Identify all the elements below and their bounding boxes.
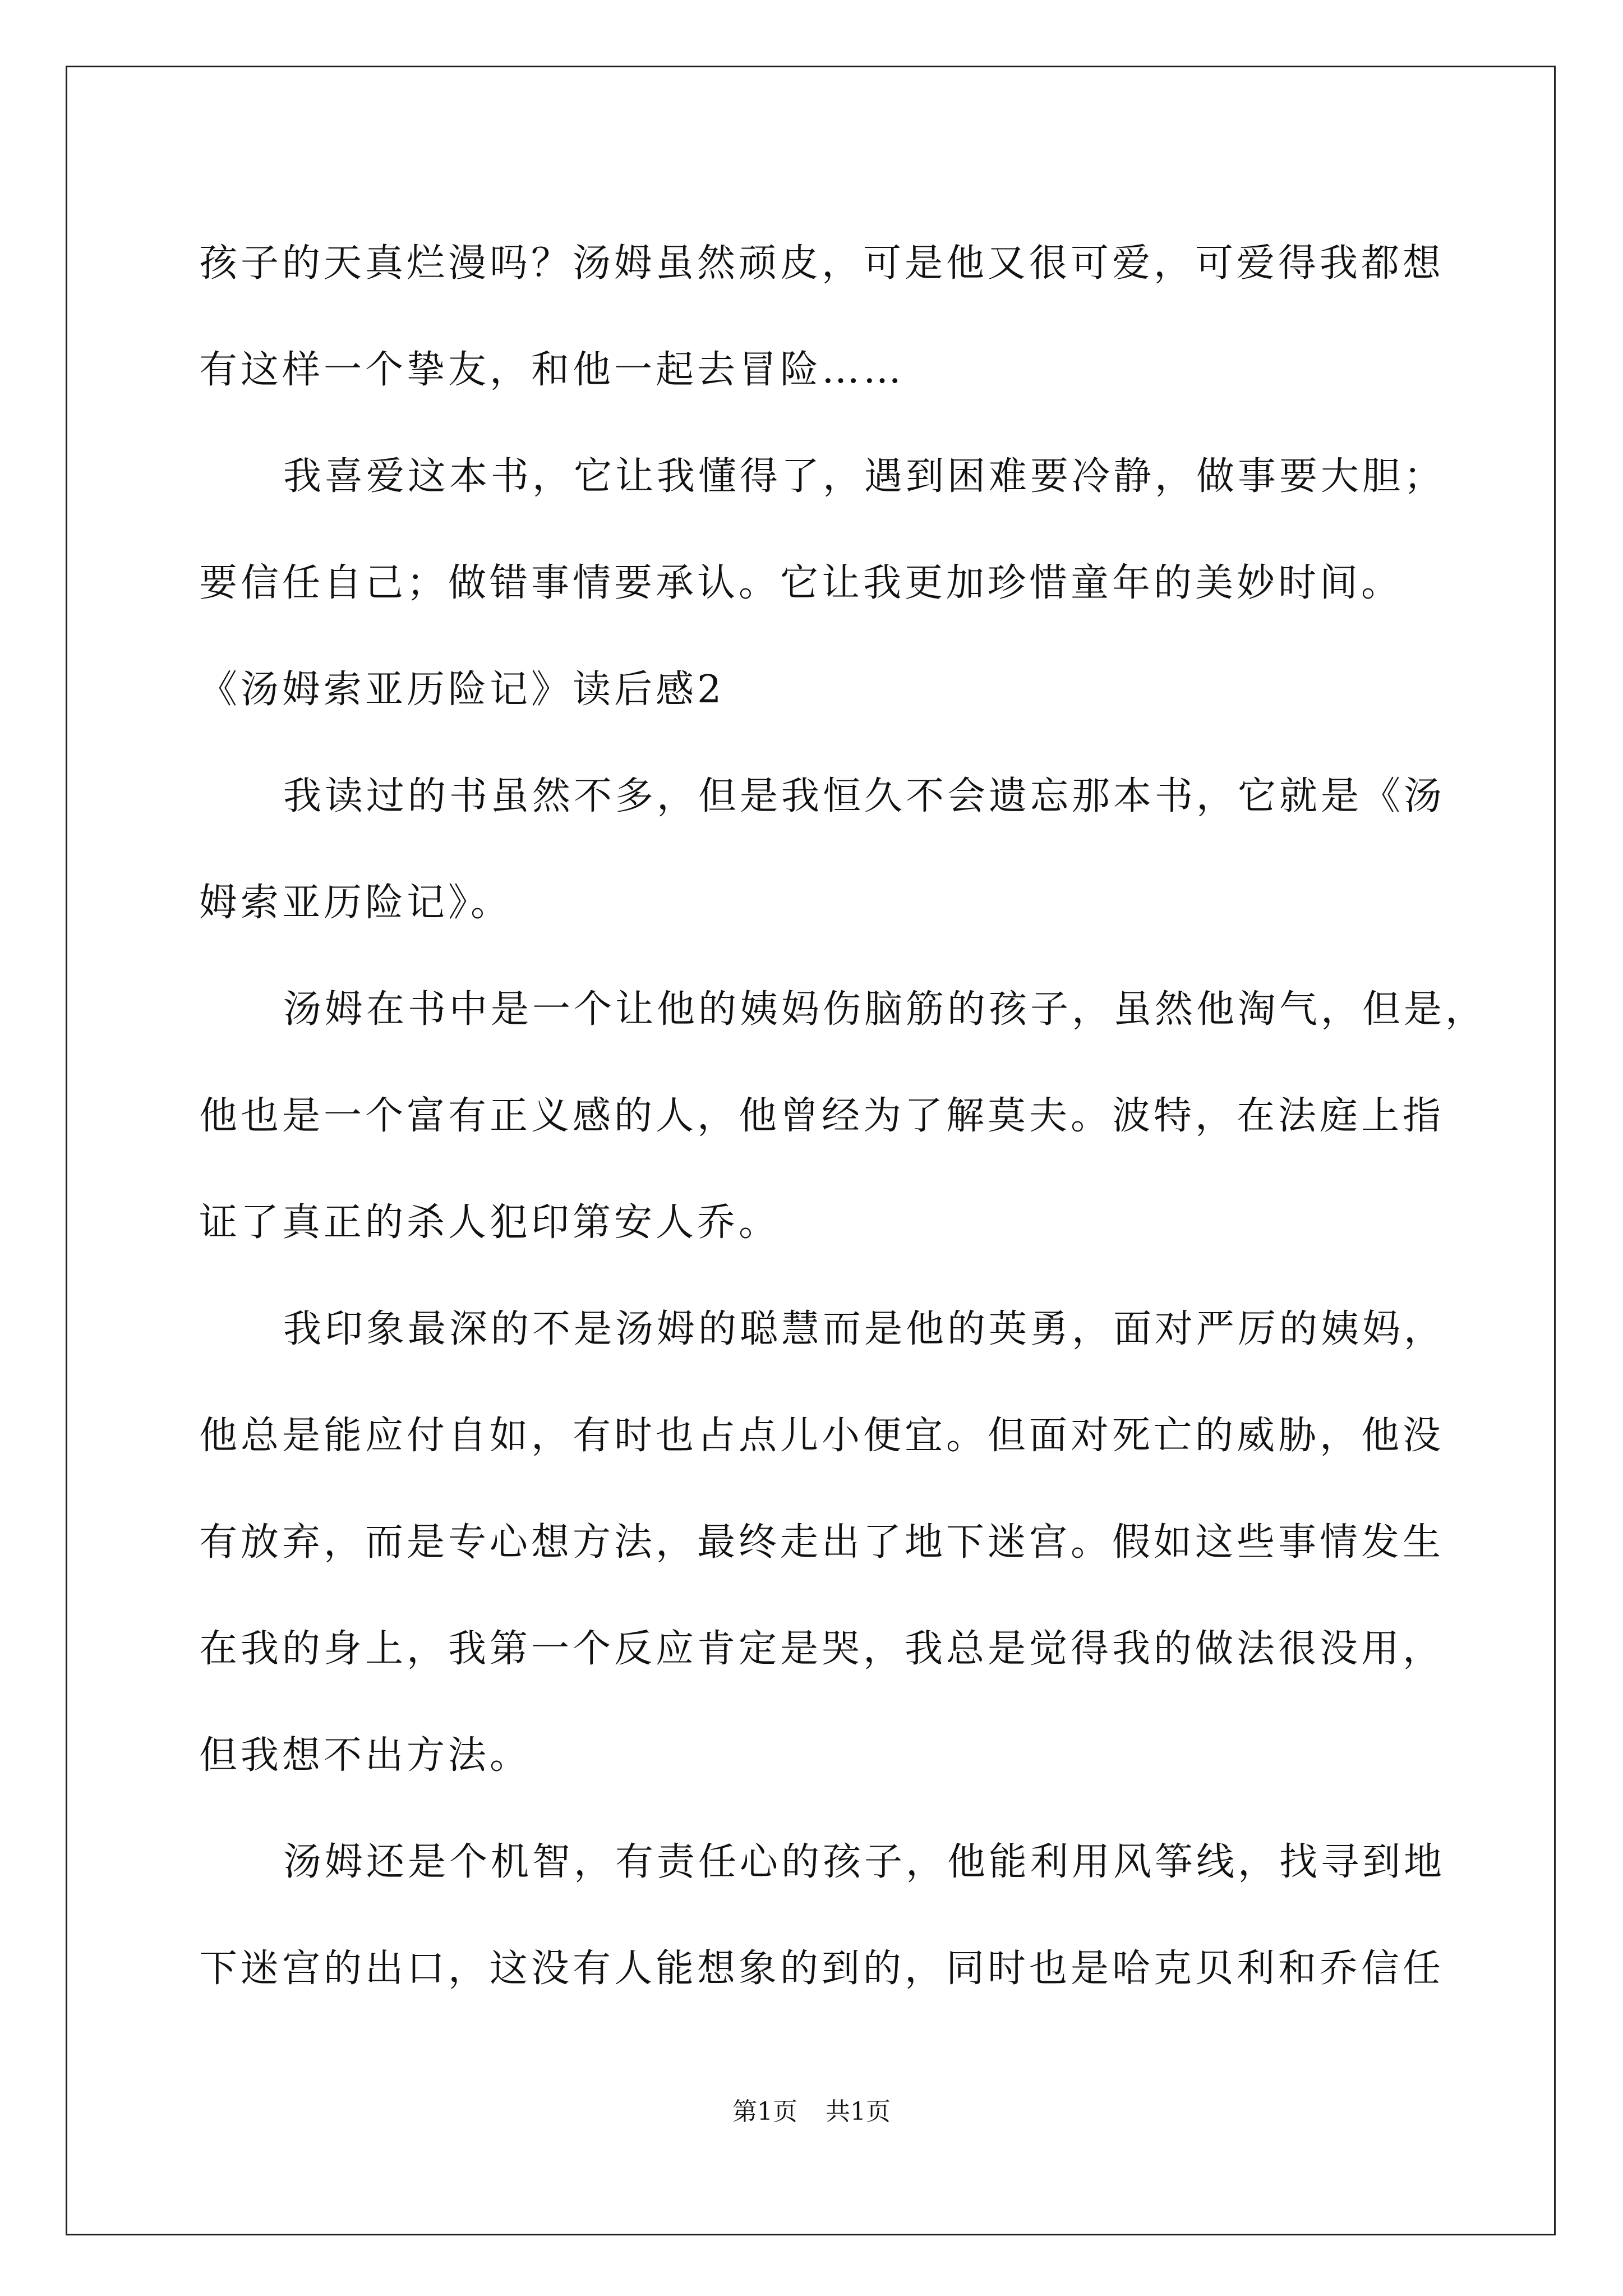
text-line: 下迷宫的出口，这没有人能想象的到的，同时也是哈克贝利和乔信任 xyxy=(199,1947,1445,1991)
paragraph-start-line: 我读过的书虽然不多，但是我恒久不会遗忘那本书，它就是《汤 xyxy=(283,774,1446,818)
paragraph-start-line: 汤姆还是个机智，有责任心的孩子，他能利用风筝线，找寻到地 xyxy=(283,1840,1446,1884)
text-line: 但我想不出方法。 xyxy=(199,1733,532,1778)
text-line: 要信任自己；做错事情要承认。它让我更加珍惜童年的美妙时间。 xyxy=(199,561,1403,605)
text-line: 证了真正的杀人犯印第安人乔。 xyxy=(199,1200,781,1245)
document-body xyxy=(199,210,1487,2022)
page-footer xyxy=(0,2095,1623,2129)
paragraph-start-line: 我喜爱这本书，它让我懂得了，遇到困难要冷静，做事要大胆； xyxy=(283,454,1446,499)
text-line: 孩子的天真烂漫吗？汤姆虽然顽皮，可是他又很可爱，可爱得我都想 xyxy=(199,241,1445,286)
text-line: 姆索亚历险记》。 xyxy=(199,881,513,925)
page-number-total: 共1页 xyxy=(826,2097,891,2126)
paragraph-start-line: 我印象最深的不是汤姆的聪慧而是他的英勇，面对严厉的姨妈， xyxy=(283,1307,1446,1351)
text-line: 他也是一个富有正义感的人，他曾经为了解莫夫。波特，在法庭上指 xyxy=(199,1094,1445,1138)
paragraph-start-line: 汤姆在书中是一个让他的姨妈伤脑筋的孩子，虽然他淘气，但是， xyxy=(283,987,1487,1032)
text-line: 他总是能应付自如，有时也占点儿小便宜。但面对死亡的威胁，他没 xyxy=(199,1414,1445,1458)
text-line: 有这样一个挚友，和他一起去冒险…… xyxy=(199,348,905,392)
section-heading: 《汤姆索亚历险记》读后感2 xyxy=(199,668,725,712)
page-number-current: 第1页 xyxy=(732,2097,797,2126)
text-line: 有放弃，而是专心想方法，最终走出了地下迷宫。假如这些事情发生 xyxy=(199,1520,1445,1565)
text-line: 在我的身上，我第一个反应肯定是哭，我总是觉得我的做法很没用， xyxy=(199,1627,1445,1671)
